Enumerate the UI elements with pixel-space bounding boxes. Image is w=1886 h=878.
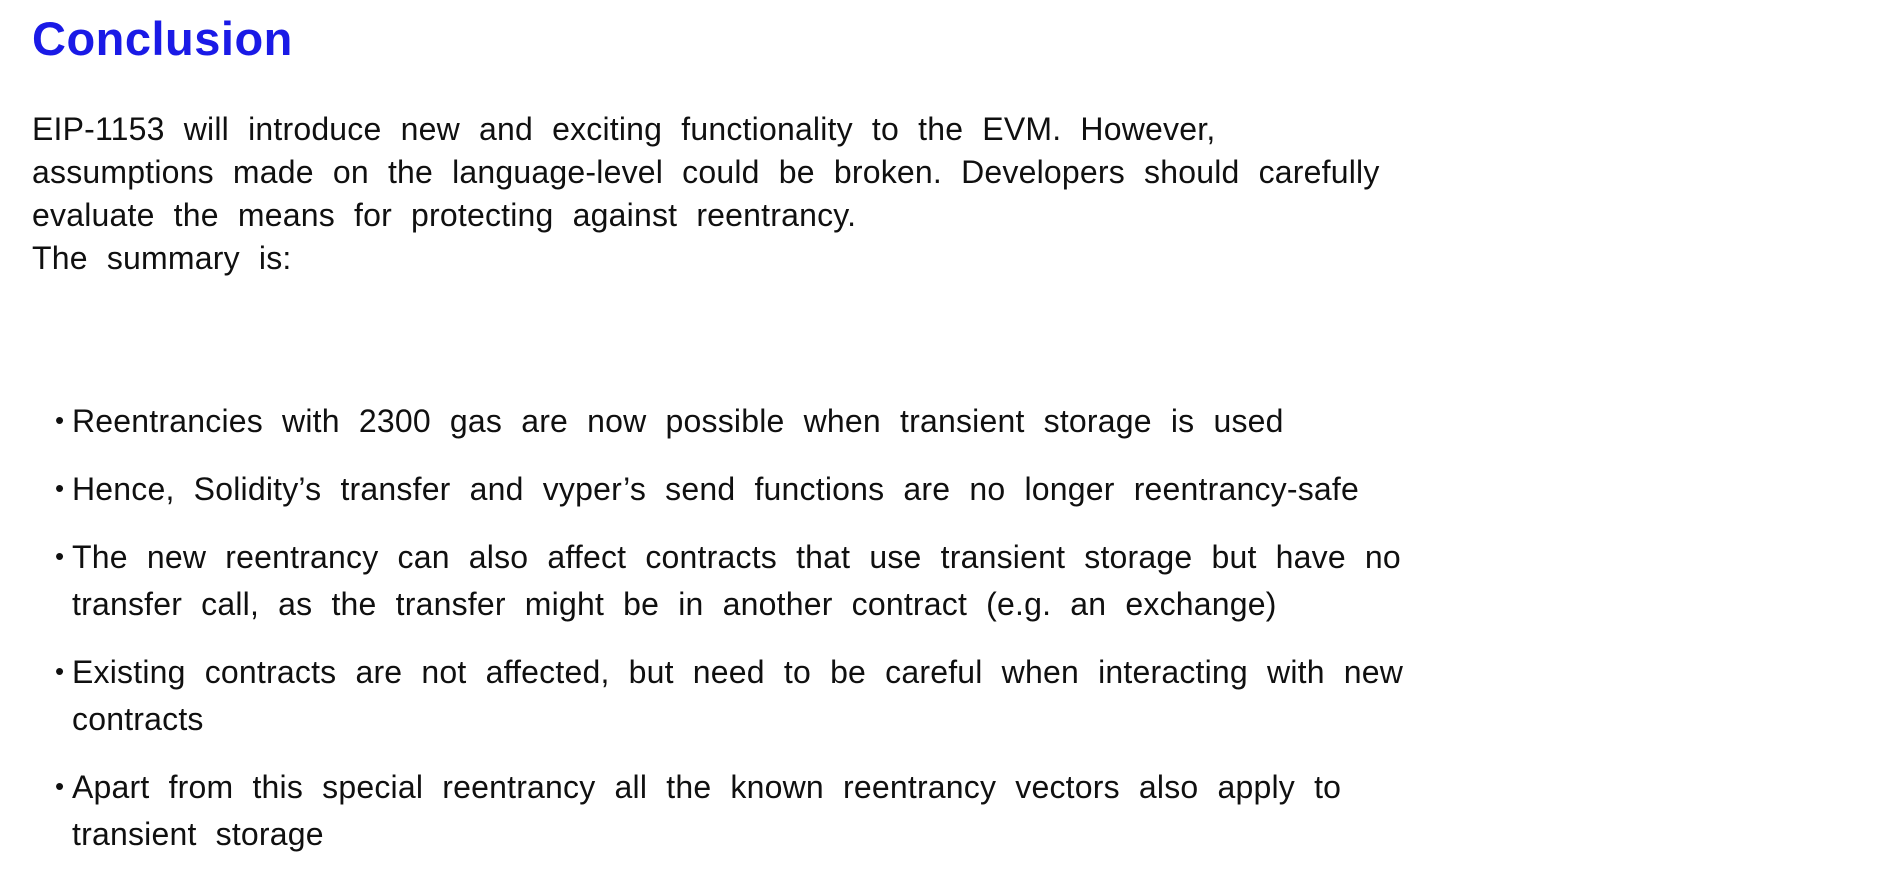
list-item (55, 466, 1856, 513)
bullet-icon: • (55, 405, 65, 435)
bullet-icon: • (55, 473, 65, 503)
paragraph-line: The summary is: (32, 240, 292, 276)
bullet-icon: • (55, 656, 65, 686)
bullet-icon: • (55, 541, 65, 571)
bullet-text-line: Reentrancies with 2300 gas are now possible when transient storage is used (72, 403, 1284, 439)
paragraph-line: assumptions made on the language-level could be broken. Developers should carefully (32, 154, 1380, 190)
list-item (55, 398, 1856, 445)
bullet-text-line: Apart from this special reentrancy all the known reentrancy vectors also apply to (72, 769, 1342, 805)
bullet-icon: • (55, 771, 65, 801)
bullet-text-line: The new reentrancy can also affect contracts that use transient storage but have no (72, 539, 1401, 575)
bullet-text-line: Hence, Solidity’s transfer and vyper’s send functions are no longer reentrancy-safe (72, 471, 1360, 507)
bullet-text-line: Existing contracts are not affected, but need to be careful when interacting with new (72, 654, 1404, 690)
page-title: Conclusion (32, 12, 293, 65)
bullet-text-line: contracts (72, 701, 204, 737)
intro-paragraph (32, 108, 1856, 280)
list-item (55, 764, 1856, 858)
bullet-text-line: transient storage (72, 816, 324, 852)
list-item (55, 534, 1856, 628)
bullet-text-line: transfer call, as the transfer might be in another contract (e.g. an exchange) (72, 586, 1277, 622)
list-item (55, 649, 1856, 743)
paragraph-line: evaluate the means for protecting against reentrancy. (32, 197, 857, 233)
paragraph-line: EIP-1153 will introduce new and exciting functionality to the EVM. However, (32, 111, 1216, 147)
summary-bullet-list (55, 398, 1856, 858)
